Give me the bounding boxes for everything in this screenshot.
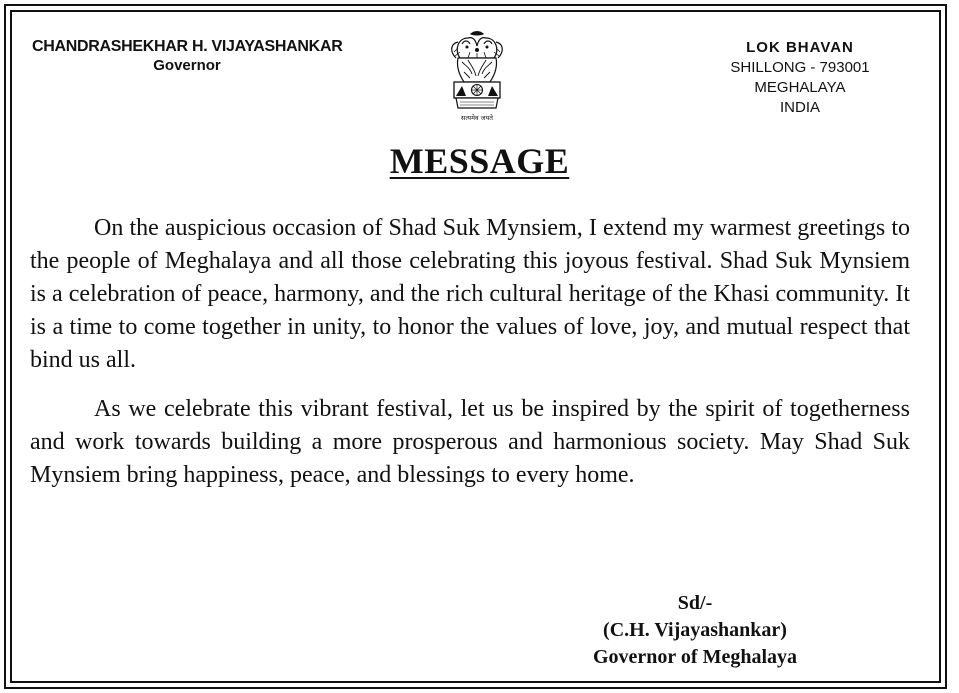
address-line-3: MEGHALAYA — [754, 79, 846, 96]
message-body — [30, 212, 910, 508]
signature-designation: Governor of Meghalaya — [592, 646, 798, 668]
governor-name: CHANDRASHEKHAR H. VIJAYASHANKAR — [32, 38, 343, 55]
signature-sd: Sd/- — [677, 592, 713, 614]
emblem-motto: सत्यमेव जयते — [461, 114, 493, 122]
message-heading: MESSAGE — [389, 141, 570, 181]
state-emblem-icon — [440, 28, 514, 128]
message-paragraph-2: As we celebrate this vibrant festival, let us be inspired by the spirit of togetherness and work towards building a more prosperous and harmonious society. May Shad Suk Mynsiem bring happiness, peace, and blessings to every home. — [30, 396, 910, 488]
signature-block — [560, 590, 830, 671]
address-line-2: SHILLONG - 793001 — [730, 59, 870, 76]
address-line-4: INDIA — [779, 99, 820, 116]
sender-block — [22, 38, 422, 74]
governor-designation: Governor — [153, 57, 221, 74]
address-line-1: LOK BHAVAN — [746, 39, 854, 56]
signature-name: (C.H. Vijayashankar) — [603, 619, 787, 641]
address-block — [700, 38, 900, 118]
message-paragraph-1: On the auspicious occasion of Shad Suk Mynsiem, I extend my warmest greetings to the people of Meghalaya and all those celebrating this joyous festival. Shad Suk Mynsiem is a celebration of peace, harmony, and the rich cultural heritage of the Khasi community. It is a time to come together in unity, to honor the values of love, joy, and mutual respect that bind us all. — [30, 215, 910, 373]
